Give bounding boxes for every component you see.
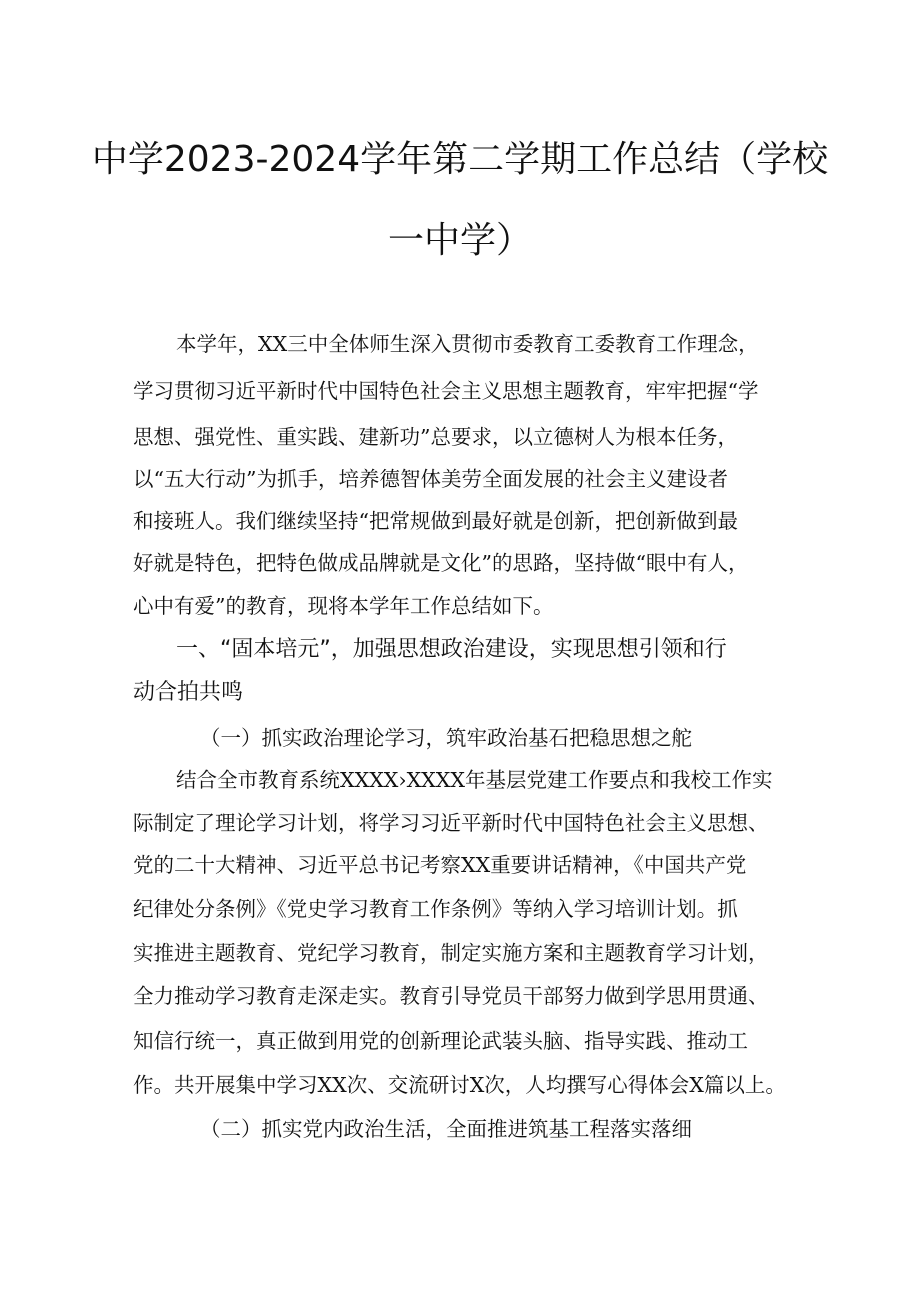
sub1-paragraph-line-3: 党的二十大精神、习近平总书记考察XX重要讲话精神，《中国共产党 <box>133 853 747 877</box>
sub1-paragraph-line-8: 作。共开展集中学习XX次、交流研讨X次，人均撰写心得体会X篇以上。 <box>133 1073 786 1097</box>
document-title-line-2: 一中学） <box>387 220 532 261</box>
intro-line-1: 本学年，XX三中全体师生深入贯彻市委教育工委教育工作理念， <box>176 332 759 356</box>
sub1-paragraph-line-2: 际制定了理论学习计划，将学习习近平新时代中国特色社会主义思想、 <box>133 811 769 835</box>
sub1-paragraph-line-5: 实推进主题教育、党纪学习教育，制定实施方案和主题教育学习计划， <box>133 941 769 965</box>
subsection-1-heading: （一）抓实政治理论学习，筑牢政治基石把稳思想之舵 <box>200 726 692 750</box>
sub1-paragraph-line-4: 纪律处分条例》《党史学习教育工作条例》等纳入学习培训计划。抓 <box>133 897 738 921</box>
intro-line-2: 学习贯彻习近平新时代中国特色社会主义思想主题教育，牢牢把握“学 <box>133 379 759 403</box>
intro-line-5: 和接班人。我们继续坚持“把常规做到最好就是创新，把创新做到最 <box>133 509 738 533</box>
intro-line-7: 心中有爱”的教育，现将本学年工作总结如下。 <box>133 594 554 618</box>
intro-line-4: 以“五大行动”为抓手，培养德智体美劳全面发展的社会主义建设者 <box>133 467 728 491</box>
subsection-2-heading: （二）抓实党内政治生活，全面推进筑基工程落实落细 <box>200 1117 692 1141</box>
sub1-paragraph-line-7: 知信行统一，真正做到用党的创新理论武装头脑、指导实践、推动工 <box>133 1029 748 1053</box>
section-1-heading-line-1: 一、“固本培元”，加强思想政治建设，实现思想引领和行 <box>176 637 727 662</box>
sub1-paragraph-line-1: 结合全市教育系统XXXX›XXXX年基层党建工作要点和我校工作实 <box>176 768 773 792</box>
section-1-heading-line-2: 动合拍共鸣 <box>133 680 244 705</box>
document-title-line-1: 中学2023-2024学年第二学期工作总结（学校 <box>91 139 829 180</box>
sub1-paragraph-line-6: 全力推动学习教育走深走实。教育引导党员干部努力做到学思用贯通、 <box>133 984 769 1008</box>
intro-line-3: 思想、强党性、重实践、建新功”总要求，以立德树人为根本任务， <box>133 425 738 449</box>
intro-line-6: 好就是特色，把特色做成品牌就是文化”的思路，坚持做“眼中有人， <box>133 551 749 575</box>
